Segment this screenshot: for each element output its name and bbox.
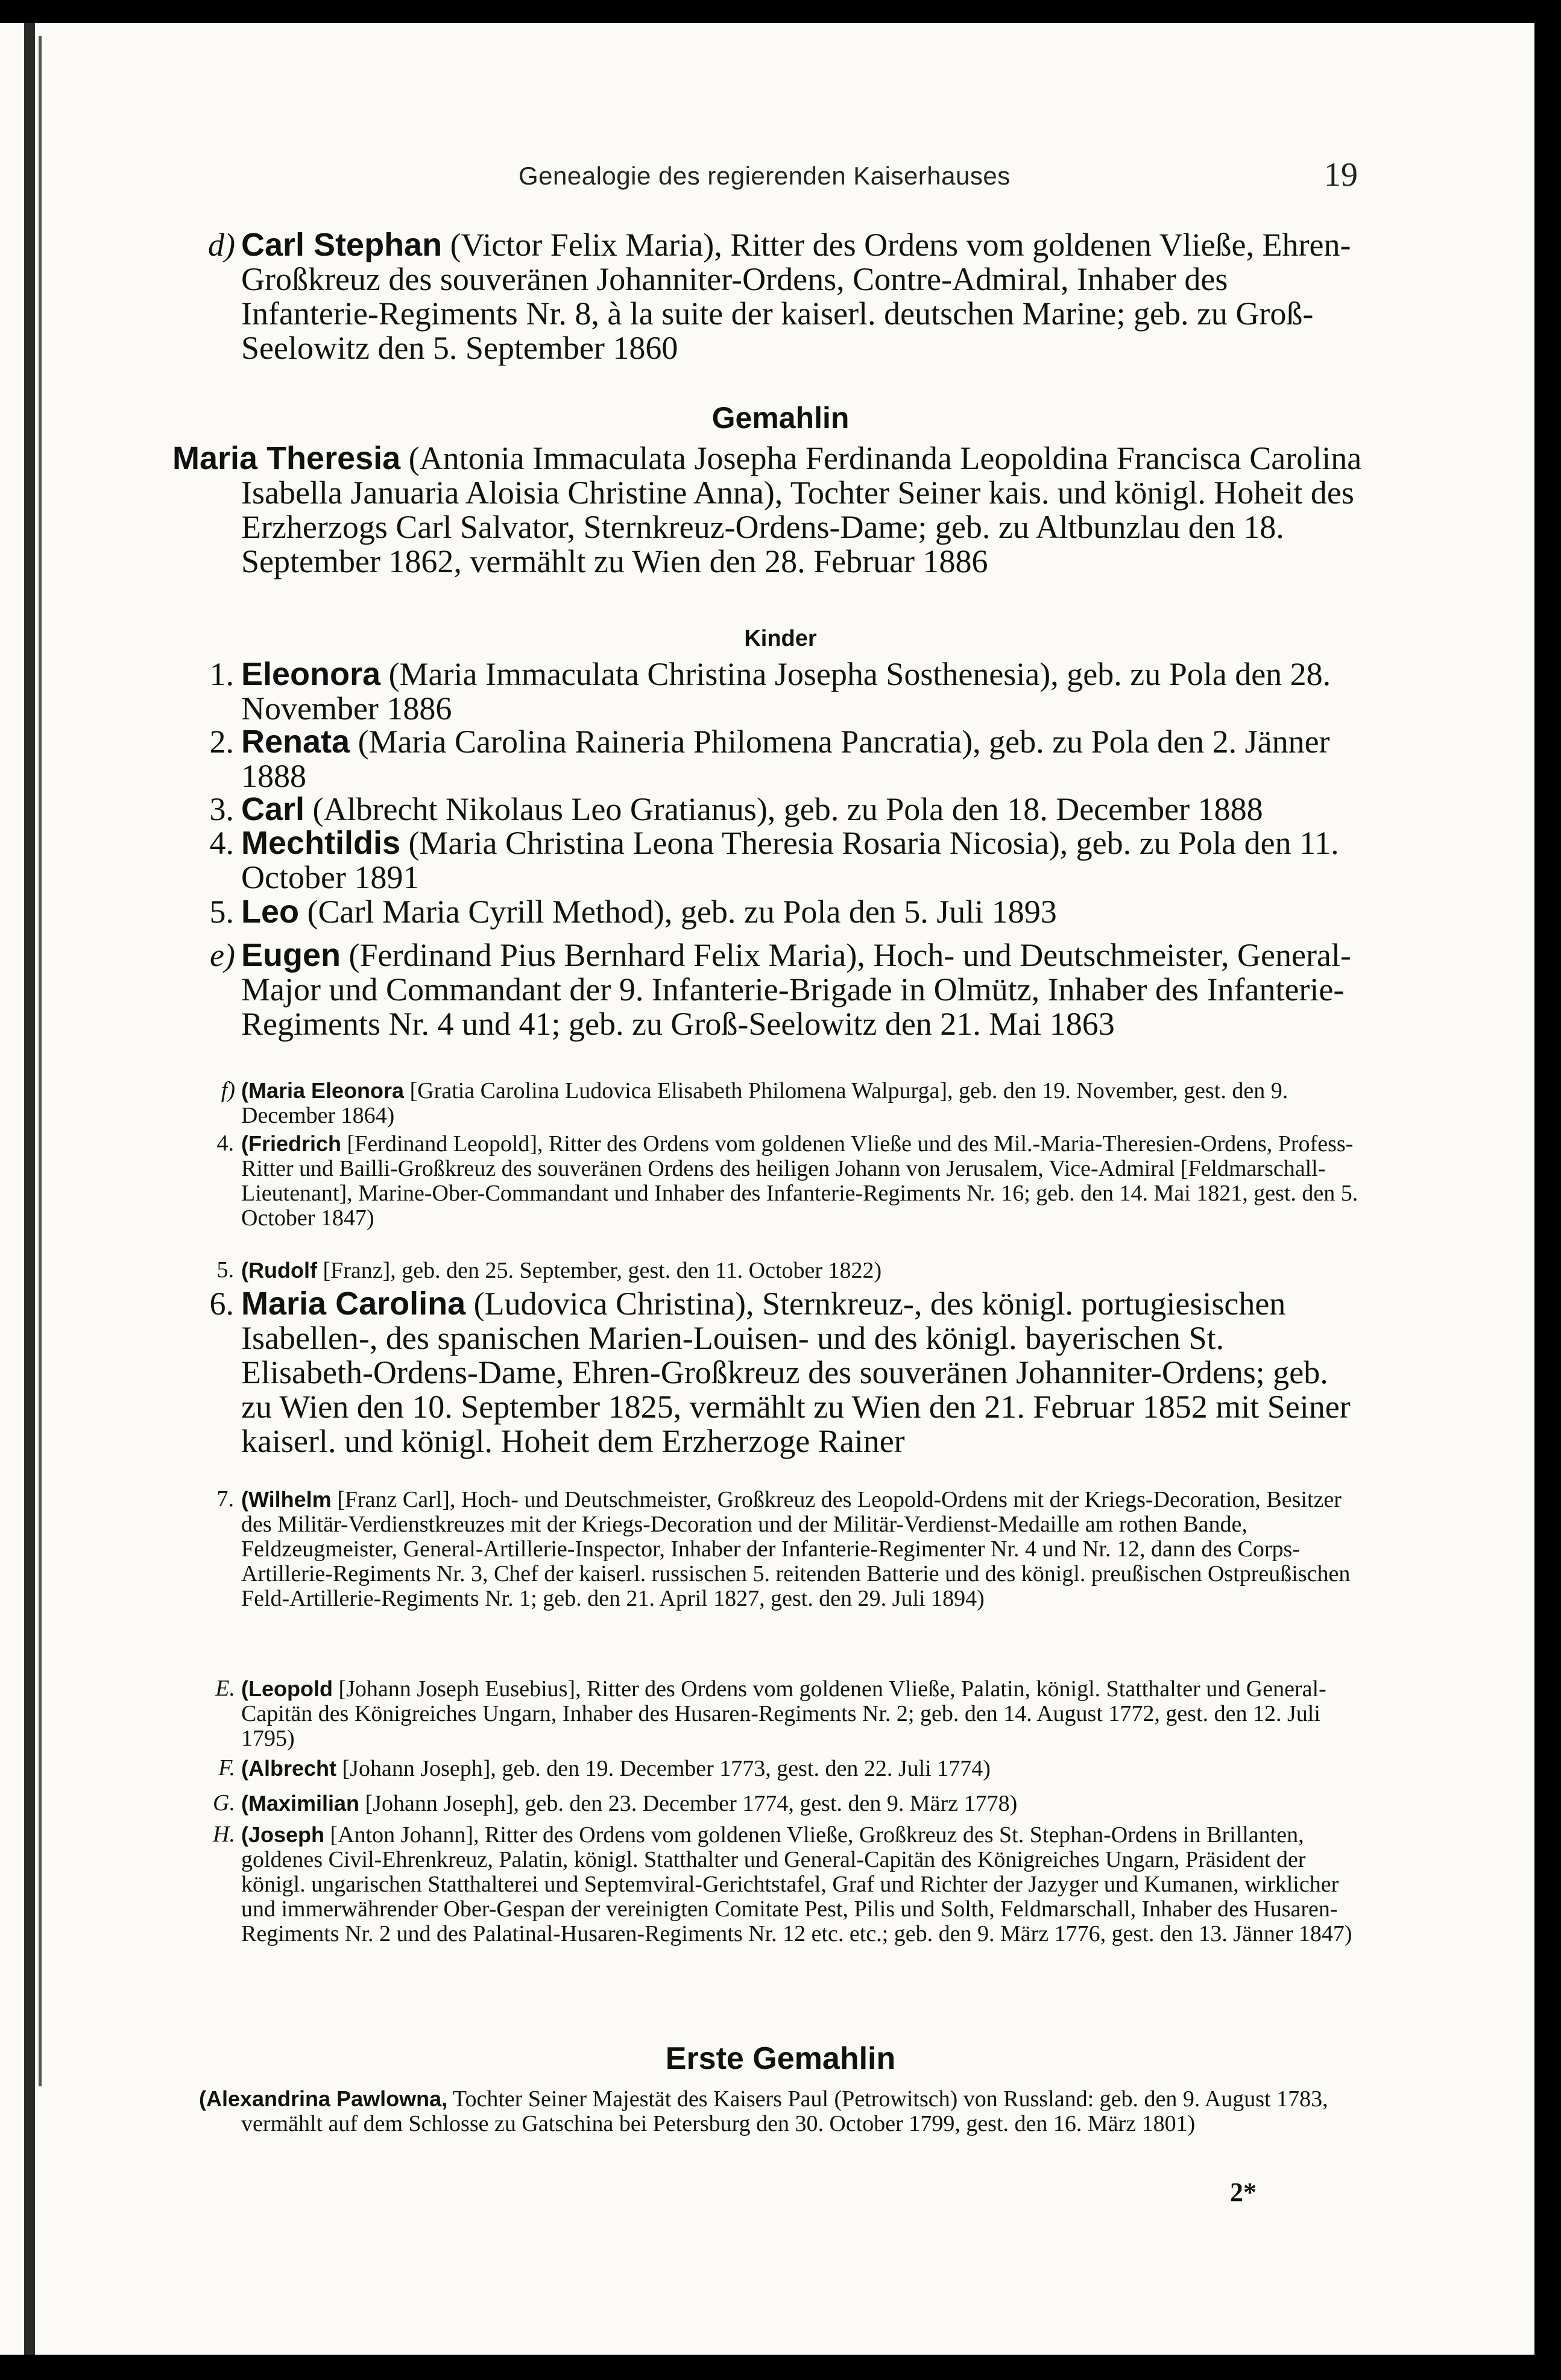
entry-mark: G. xyxy=(213,1790,235,1816)
entry-maria-carolina xyxy=(209,1286,1363,1459)
person-name: (Friedrich xyxy=(241,1131,342,1156)
entry-carl-stephan xyxy=(208,227,1363,366)
entry-mark: e) xyxy=(210,937,235,973)
entry-text: [Ferdinand Leopold], Ritter des Ordens vom goldenen Vließe und des Mil.-Maria-Theresien-Ordens, Profess-Ritter und Bailli-Großkreuz des souveränen Ordens des heiligen Johann von Jerusalem, Vice-Admiral [Feldmarschall-Lieutenant], Marine-Ober-Commandant und Inhaber des Infanterie-Regiments Nr. 16; geb. den 14. Mai 1821, gest. den 5. October 1847) xyxy=(241,1131,1358,1231)
entry-text: [Johann Joseph Eusebius], Ritter des Ordens vom goldenen Vließe, Palatin, königl. Statthalter und General-Capitän des Königreiches Ungarn, Inhaber des Husaren-Regiments Nr. 2; geb. den 14. August 1772, gest. den 12. Juli 1795) xyxy=(241,1676,1326,1751)
entry-text: [Anton Johann], Ritter des Ordens vom goldenen Vließe, Großkreuz des St. Stephan-Ordens in Brillanten, goldenes Civil-Ehrenkreuz, Palatin, königl. Statthalter und General-Capitän des Königreiches Ungarn, Präsident der königl. ungarischen Statthalterei und Septemviral-Gerichtstafel, Graf und Richter der Jazyger und Kumanen, wirklicher und immerwährender Ober-Gespan der vereinigten Comitate Pest, Pilis und Solth, Feldmarschall, Inhaber des Husaren-Regiments Nr. 2 und des Palatinal-Husaren-Regiments Nr. 12 etc. etc.; geb. den 9. März 1776, gest. den 13. Jänner 1847) xyxy=(241,1822,1352,1946)
running-title: Genealogie des regierenden Kaiserhauses xyxy=(519,162,1011,190)
entry-mark: f) xyxy=(221,1078,235,1103)
entry-number: 6. xyxy=(209,1286,234,1322)
entry-text: (Albrecht Nikolaus Leo Gratianus), geb. zu Pola den 18. December 1888 xyxy=(304,791,1263,827)
entry-number: 5. xyxy=(216,1257,234,1283)
entry-mark: F. xyxy=(218,1755,235,1781)
person-name: (Rudolf xyxy=(241,1258,317,1283)
entry-number: 7. xyxy=(216,1486,234,1512)
entry-leopold xyxy=(215,1676,1363,1751)
child-entry xyxy=(209,724,1363,794)
person-name: (Alexandrina Pawlowna, xyxy=(199,2086,448,2111)
first-spouse-heading: Erste Gemahlin xyxy=(665,2041,896,2076)
entry-friedrich xyxy=(216,1131,1363,1231)
signature-mark: 2* xyxy=(1230,2177,1257,2207)
child-entry xyxy=(209,791,1363,827)
entry-mark: d) xyxy=(208,227,235,263)
person-name: (Albrecht xyxy=(241,1756,337,1781)
entry-number: 1. xyxy=(209,656,234,692)
person-name: Renata xyxy=(241,724,350,760)
child-entry xyxy=(209,825,1363,895)
entry-text: (Maria Immaculata Christina Josepha Sosthenesia), geb. zu Pola den 28. November 1886 xyxy=(241,656,1331,727)
person-name: Eugen xyxy=(241,937,341,973)
children-heading: Kinder xyxy=(744,626,817,651)
child-entry xyxy=(209,894,1363,930)
person-name: Maria Carolina xyxy=(241,1286,466,1322)
entry-wilhelm xyxy=(216,1486,1363,1611)
person-name: (Wilhelm xyxy=(241,1487,332,1512)
entry-mark: E. xyxy=(215,1676,235,1701)
entry-eugen xyxy=(210,937,1363,1042)
entry-number: 2. xyxy=(209,724,234,760)
entry-number: 5. xyxy=(209,894,234,930)
child-entry xyxy=(209,656,1363,727)
person-name: (Joseph xyxy=(241,1822,325,1847)
page-number: 19 xyxy=(1324,156,1358,194)
person-name: (Maria Eleonora xyxy=(241,1078,405,1103)
entry-text: (Victor Felix Maria), Ritter des Ordens vom goldenen Vließe, Ehren-Großkreuz des souveränen Johanniter-Ordens, Contre-Admiral, Inhaber des Infanterie-Regiments Nr. 8, à la suite der kaiserl. deutschen Marine; geb. zu Groß-Seelowitz den 5. September 1860 xyxy=(241,227,1351,366)
entry-number: 4. xyxy=(216,1131,234,1156)
entry-text: (Ferdinand Pius Bernhard Felix Maria), Hoch- und Deutschmeister, General-Major und Commandant der 9. Infanterie-Brigade in Olmütz, Inhaber des Infanterie-Regiments Nr. 4 und 41; geb. zu Groß-Seelowitz den 21. Mai 1863 xyxy=(241,937,1351,1042)
entry-text: (Maria Carolina Raineria Philomena Pancratia), geb. zu Pola den 2. Jänner 1888 xyxy=(241,724,1330,794)
entry-mark: H. xyxy=(213,1822,235,1847)
person-name: (Maximilian xyxy=(241,1791,360,1816)
book-binding-shadow xyxy=(39,36,42,2086)
entry-maria-eleonora xyxy=(221,1078,1363,1128)
entry-rudolf xyxy=(216,1257,1363,1283)
person-name: Carl xyxy=(241,791,305,827)
entry-number: 4. xyxy=(209,825,234,861)
scan-border-top xyxy=(0,0,1561,23)
person-name: Carl Stephan xyxy=(241,227,443,263)
entry-text: [Franz Carl], Hoch- und Deutschmeister, Großkreuz des Leopold-Ordens mit der Kriegs-Decoration, Besitzer des Militär-Verdienstkreuzes mit der Kriegs-Decoration und der Militär-Verdienst-Medaille am rothen Bande, Feldzeugmeister, General-Artillerie-Inspector, Inhaber der Infanterie-Regimenter Nr. 4 und Nr. 12, dann des Corps-Artillerie-Regiments Nr. 3, Chef der kaiserl. russischen 5. reitenden Batterie und des königl. preußischen Ostpreußischen Feld-Artillerie-Regiments Nr. 1; geb. den 21. April 1827, gest. den 29. Juli 1894) xyxy=(241,1487,1351,1611)
book-binding-edge xyxy=(24,23,35,2355)
person-name: Mechtildis xyxy=(241,825,401,861)
entry-text: (Ludovica Christina), Sternkreuz-, des königl. portugiesischen Isabellen-, des spanischen Marien-Louisen- und des königl. bayerischen St. Elisabeth-Ordens-Dame, Ehren-Großkreuz des souveränen Johanniter-Ordens; geb. zu Wien den 10. September 1825, vermählt zu Wien den 21. Februar 1852 mit Seiner kaiserl. und königl. Hoheit dem Erzherzoge Rainer xyxy=(241,1286,1351,1459)
entry-maximilian xyxy=(213,1790,1363,1816)
entry-text: (Maria Christina Leona Theresia Rosaria Nicosia), geb. zu Pola den 11. October 1891 xyxy=(241,825,1339,895)
entry-text: [Gratia Carolina Ludovica Elisabeth Philomena Walpurga], geb. den 19. November, gest. den 9. December 1864) xyxy=(241,1078,1288,1128)
person-name: Leo xyxy=(241,894,300,930)
entry-text: [Johann Joseph], geb. den 23. December 1774, gest. den 9. März 1778) xyxy=(359,1791,1018,1816)
scan-border-bottom xyxy=(0,2355,1561,2380)
entry-text: (Carl Maria Cyrill Method), geb. zu Pola den 5. Juli 1893 xyxy=(299,894,1057,930)
spouse-heading: Gemahlin xyxy=(711,401,850,435)
entry-text: [Johann Joseph], geb. den 19. December 1773, gest. den 22. Juli 1774) xyxy=(336,1756,991,1781)
entry-text: [Franz], geb. den 25. September, gest. den 11. October 1822) xyxy=(317,1258,882,1283)
entry-text: (Antonia Immaculata Josepha Ferdinanda Leopoldina Francisca Carolina Isabella Januaria Aloisia Christine Anna), Tochter Seiner kais. und königl. Hoheit des Erzherzogs Carl Salvator, Sternkreuz-Ordens-Dame; geb. zu Altbunzlau den 18. September 1862, vermählt zu Wien den 28. Februar 1886 xyxy=(241,440,1362,579)
entry-number: 3. xyxy=(209,791,234,827)
person-name: Maria Theresia xyxy=(172,440,401,476)
entry-text: Tochter Seiner Majestät des Kaisers Paul (Petrowitsch) von Russland: geb. den 9. August 1783, vermählt auf dem Schlosse zu Gatschina bei Petersburg den 30. October 1799, gest. den 16. März 1801) xyxy=(241,2086,1328,2136)
entry-maria-theresia xyxy=(172,441,1363,579)
entry-albrecht xyxy=(218,1755,1363,1781)
person-name: (Leopold xyxy=(241,1676,333,1701)
entry-joseph xyxy=(213,1822,1363,1946)
entry-alexandrina xyxy=(199,2086,1363,2136)
person-name: Eleonora xyxy=(241,656,381,692)
scan-border-right xyxy=(1534,0,1561,2380)
